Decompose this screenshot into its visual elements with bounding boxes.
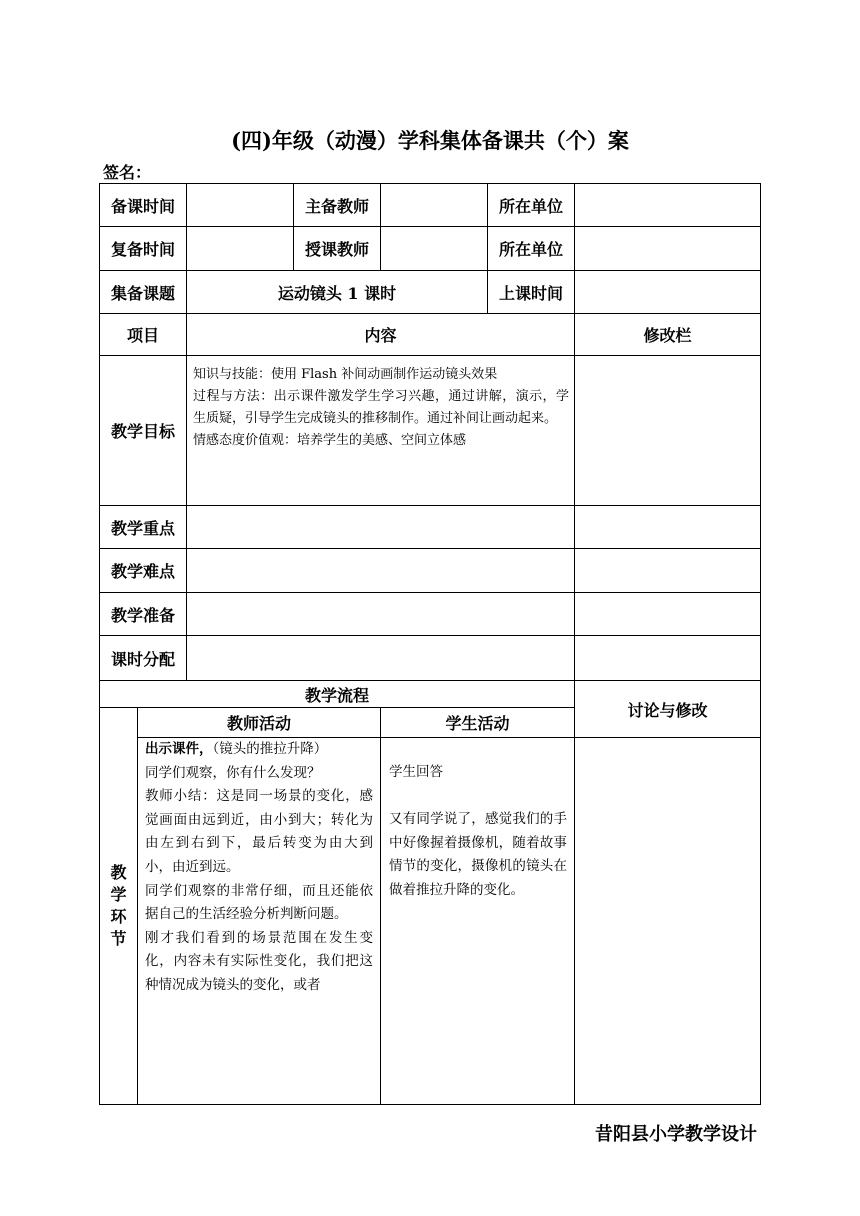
teacher-heading-line (145, 738, 373, 762)
teacher-line: 刚才我们看到的场景范围在发生变化，内容未有实际性变化，我们把这种情况成为镜头的变化，或者 (145, 929, 373, 993)
student-line: 又有同学说了，感觉我们的手中好像握着摄像机，随着故事情节的变化，摄像机的镜头在做着推拉升降的变化。 (389, 811, 567, 898)
teacher-line: 同学们观察的非常仔细，而且还能依据自己的生活经验分析判断问题。 (145, 882, 373, 923)
difficulty-revision[interactable] (574, 548, 761, 593)
teacher-activity-header: 教师活动 (137, 707, 381, 738)
page-title: (四)年级（动漫）学科集体备课共（个）案 (231, 128, 629, 153)
teacher-line: 同学们观察，你有什么发现？ (145, 764, 321, 781)
hours-content[interactable] (186, 635, 575, 681)
teacher-heading: 出示课件， (145, 741, 213, 757)
review-time-value[interactable] (186, 226, 294, 271)
section-char: 节 (110, 929, 127, 948)
objective-attitude: 情感态度价值观：培养学生的美感、空间立体感 (193, 433, 467, 448)
objective-knowledge: 知识与技能：使用 Flash 补间动画制作运动镜头效果 (193, 367, 498, 382)
footer-text: 昔阳县小学教学设计 (595, 1124, 757, 1145)
prep-time-label: 备课时间 (99, 183, 187, 227)
teaching-teacher-label: 授课教师 (293, 226, 381, 271)
teacher-heading-rest: （镜头的推拉升降） (212, 741, 328, 757)
class-time-value[interactable] (574, 270, 761, 314)
student-line: 学生回答 (389, 764, 443, 780)
lead-teacher-value[interactable] (380, 183, 488, 227)
content-header: 内容 (186, 313, 575, 356)
prep-time-value[interactable] (186, 183, 294, 227)
objectives-text (193, 364, 569, 452)
difficulty-content[interactable] (186, 548, 575, 593)
key-point-content[interactable] (186, 505, 575, 549)
teaching-teacher-value[interactable] (380, 226, 488, 271)
topic-label: 集备课题 (99, 270, 187, 314)
objective-process: 过程与方法：出示课件激发学生学习兴趣，通过讲解，演示，学生质疑，引导学生完成镜头的推移制作。通过补间让画动起来。 (193, 389, 569, 426)
lead-teacher-label: 主备教师 (293, 183, 381, 227)
unit-label-2: 所在单位 (487, 226, 575, 271)
objectives-revision[interactable] (574, 355, 761, 506)
preparation-revision[interactable] (574, 592, 761, 636)
process-title: 教学流程 (99, 680, 575, 708)
class-time-label: 上课时间 (487, 270, 575, 314)
topic-value: 运动镜头 1 课时 (186, 270, 488, 314)
signature-label: 签名： (103, 163, 152, 182)
unit-label-1: 所在单位 (487, 183, 575, 227)
preparation-content[interactable] (186, 592, 575, 636)
section-char: 教 (110, 863, 127, 882)
key-point-revision[interactable] (574, 505, 761, 549)
discussion-header: 讨论与修改 (574, 680, 761, 738)
preparation-label: 教学准备 (99, 592, 187, 636)
objectives-label: 教学目标 (99, 355, 187, 506)
teacher-line: 教师小结：这是同一场景的变化，感觉画面由远到近，由小到大；转化为由左到右到下，最后转变为由大到小，由近到远。 (145, 788, 373, 875)
student-activity-text (389, 761, 567, 903)
section-label (99, 707, 138, 1105)
review-time-label: 复备时间 (99, 226, 187, 271)
item-header: 项目 (99, 313, 187, 356)
difficulty-label: 教学难点 (99, 548, 187, 593)
teacher-activity-text (145, 738, 373, 998)
revision-header: 修改栏 (574, 313, 761, 356)
hours-label: 课时分配 (99, 635, 187, 681)
unit-value-1[interactable] (574, 183, 761, 227)
student-activity-header: 学生活动 (380, 707, 575, 738)
hours-revision[interactable] (574, 635, 761, 681)
section-char: 学 (110, 885, 127, 904)
section-char: 环 (110, 907, 127, 926)
unit-value-2[interactable] (574, 226, 761, 271)
discussion-cell[interactable] (574, 737, 761, 1105)
key-point-label: 教学重点 (99, 505, 187, 549)
